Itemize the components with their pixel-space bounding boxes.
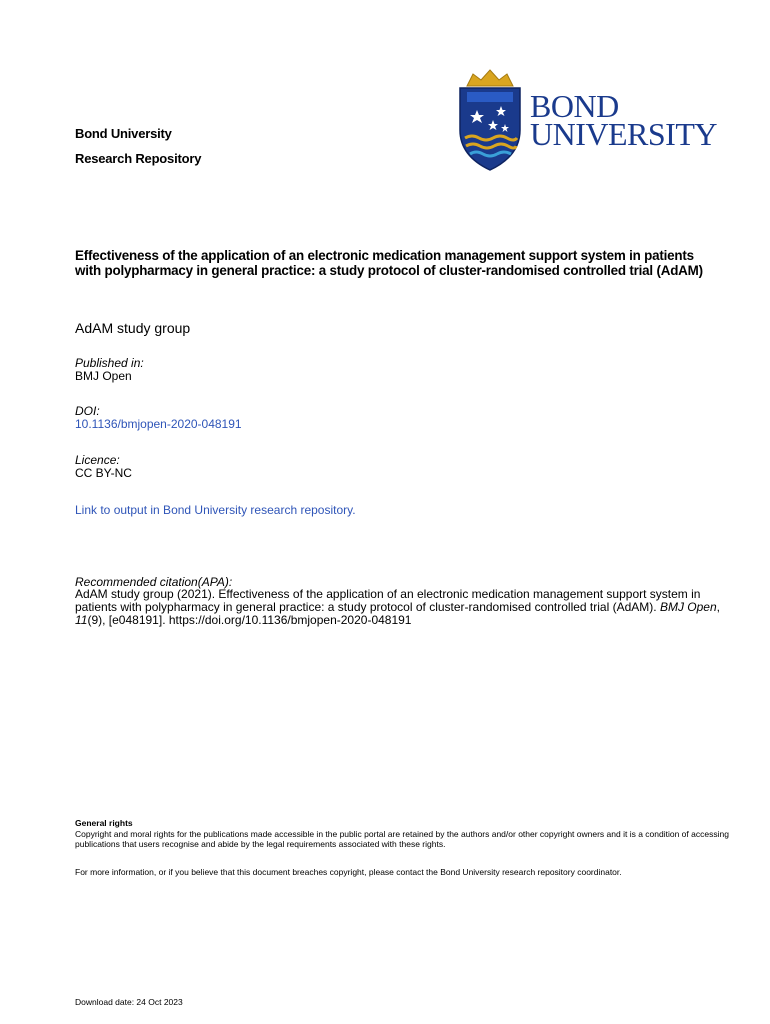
- repository-subtitle: Research Repository: [75, 151, 202, 166]
- contact-text: For more information, or if you believe that this document breaches copyright, please contact the Bond University research repository coordinator.: [75, 867, 622, 877]
- logo-wordmark-line1: BOND: [530, 88, 619, 124]
- repository-name: Bond University: [75, 126, 172, 141]
- published-value: BMJ Open: [75, 369, 132, 383]
- general-rights-heading: General rights: [75, 818, 133, 828]
- doi-link[interactable]: 10.1136/bmjopen-2020-048191: [75, 417, 242, 431]
- general-rights-text: Copyright and moral rights for the publications made accessible in the public portal are retained by the authors and/or other copyright owners and it is a condition of accessing publications that users recognise and abide by the legal requirements associated with these rights.: [75, 829, 729, 849]
- citation-separator: ,: [716, 600, 720, 614]
- citation-text: [75, 588, 725, 627]
- citation-label: Recommended citation(APA):: [75, 575, 233, 589]
- bond-university-logo: [455, 68, 730, 172]
- citation-part1: AdAM study group (2021). Effectiveness of the application of an electronic medication management support system in patients with polypharmacy in general practice: a study protocol of cluster-randomised controlled trial (AdAM).: [75, 587, 701, 614]
- citation-part2: (9), [e048191]. https://doi.org/10.1136/bmjopen-2020-048191: [87, 613, 412, 627]
- article-title: Effectiveness of the application of an electronic medication management support system in patients with polypharmacy in general practice: a study protocol of cluster-randomised controlled trial (AdAM): [75, 248, 703, 278]
- licence-value: CC BY-NC: [75, 466, 132, 480]
- logo-wordmark-line2: UNIVERSITY: [530, 116, 717, 152]
- logo-wordmark: [530, 88, 717, 152]
- university-crest-icon: [455, 68, 525, 172]
- published-label: Published in:: [75, 356, 144, 370]
- licence-label: Licence:: [75, 453, 120, 467]
- repository-output-link[interactable]: Link to output in Bond University research repository.: [75, 503, 356, 517]
- author: AdAM study group: [75, 320, 191, 336]
- download-date: Download date: 24 Oct 2023: [75, 997, 183, 1007]
- citation-journal: BMJ Open: [659, 600, 717, 614]
- citation-volume: 11: [75, 613, 88, 627]
- doi-label: DOI:: [75, 404, 100, 418]
